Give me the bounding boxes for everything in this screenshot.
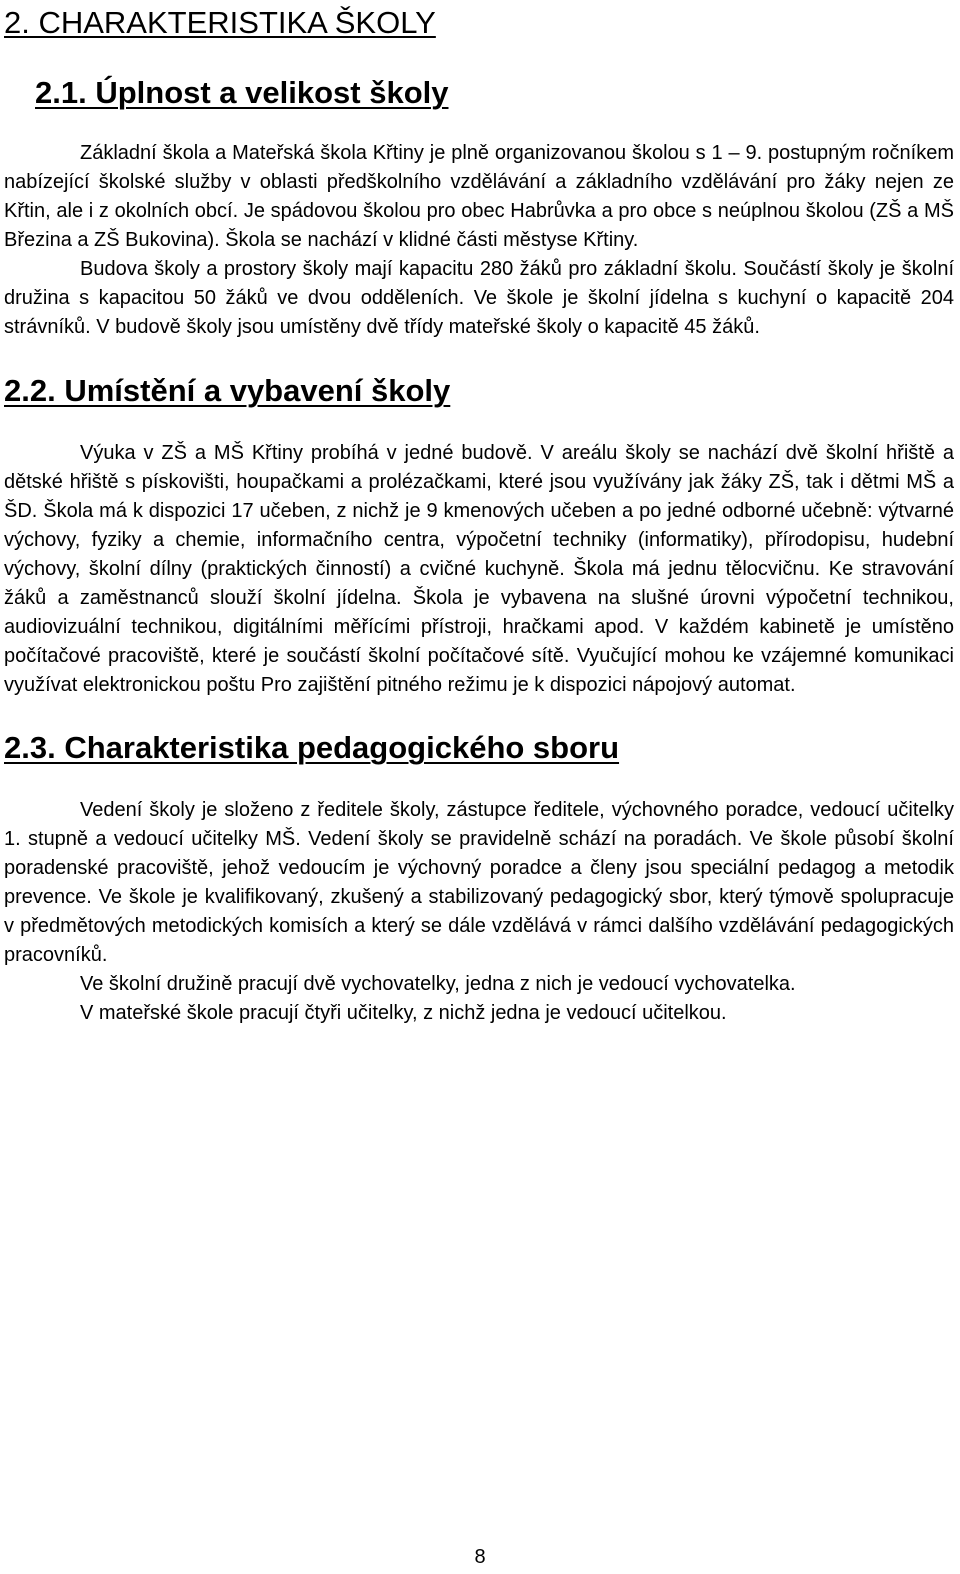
section-heading-2-3: 2.3. Charakteristika pedagogického sboru <box>4 730 620 765</box>
section-heading-2-2: 2.2. Umístění a vybavení školy <box>4 373 451 408</box>
paragraph: Výuka v ZŠ a MŠ Křtiny probíhá v jedné budově. V areálu školy se nachází dvě školní hřiště a dětské hřiště s pískovišti, houpačkami a prolézačkami, které jsou využívány jak žáky ZŠ, tak i dětmi MŠ a ŠD. Škola má k dispozici 17 učeben, z nichž je 9 kmenových učeben a po jedné odborné učebně: výtvarné výchovy, fyziky a chemie, informačního centra, výpočetní techniky (informatiky), přírodopisu, hudební výchovy, školní dílny (praktických činností) a cvičné kuchyně. Škola má jednu tělocvičnu. Ke stravování žáků a zaměstnanců slouží školní jídelna. Škola je vybavena na slušné úrovni výpočetní technikou, audiovizuální technikou, digitálními měřícími přístroji, hračkami apod. V každém kabinetě je umístěno počítačové pracoviště, které je součástí školní počítačové sítě. Vyučující mohou ke vzájemné komunikaci využívat elektronickou poštu Pro zajištění pitného režimu je k dispozici nápojový automat. <box>4 442 954 696</box>
section-heading-2-1: 2.1. Úplnost a velikost školy <box>35 75 449 110</box>
paragraph: Ve školní družině pracují dvě vychovatelky, jedna z nich je vedoucí vychovatelka. <box>80 973 796 995</box>
document-page <box>4 0 954 1028</box>
chapter-heading: 2. CHARAKTERISTIKA ŠKOLY <box>4 5 436 40</box>
page-number: 8 <box>474 1546 486 1568</box>
paragraph: Vedení školy je složeno z ředitele školy, zástupce ředitele, výchovného poradce, vedoucí učitelky 1. stupně a vedoucí učitelky MŠ. Vedení školy se pravidelně schází na poradách. Ve škole působí školní poradenské pracoviště, jehož vedoucím je výchovný poradce a členy jsou speciální pedagog a metodik prevence. Ve škole je kvalifikovaný, zkušený a stabilizovaný pedagogický sbor, který týmově spolupracuje v předmětových metodických komisích a který se dále vzdělává v rámci dalšího vzdělávání pedagogických pracovníků. <box>4 799 954 966</box>
paragraph: Budova školy a prostory školy mají kapacitu 280 žáků pro základní školu. Součástí školy je školní družina s kapacitou 50 žáků ve dvou odděleních. Ve škole je školní jídelna s kuchyní o kapacitě 204 strávníků. V budově školy jsou umístěny dvě třídy mateřské školy o kapacitě 45 žáků. <box>4 258 954 338</box>
paragraph: V mateřské škole pracují čtyři učitelky, z nichž jedna je vedoucí učitelkou. <box>80 1002 727 1024</box>
paragraph: Základní škola a Mateřská škola Křtiny je plně organizovanou školou s 1 – 9. postupným ročníkem nabízející školské služby v oblasti předškolního vzdělávání a základního vzdělávání pro žáky nejen ze Křtin, ale i z okolních obcí. Je spádovou školou pro obec Habrůvka a pro obce s neúplnou školou (ZŠ a MŠ Březina a ZŠ Bukovina). Škola se nachází v klidné části městyse Křtiny. <box>4 142 954 251</box>
